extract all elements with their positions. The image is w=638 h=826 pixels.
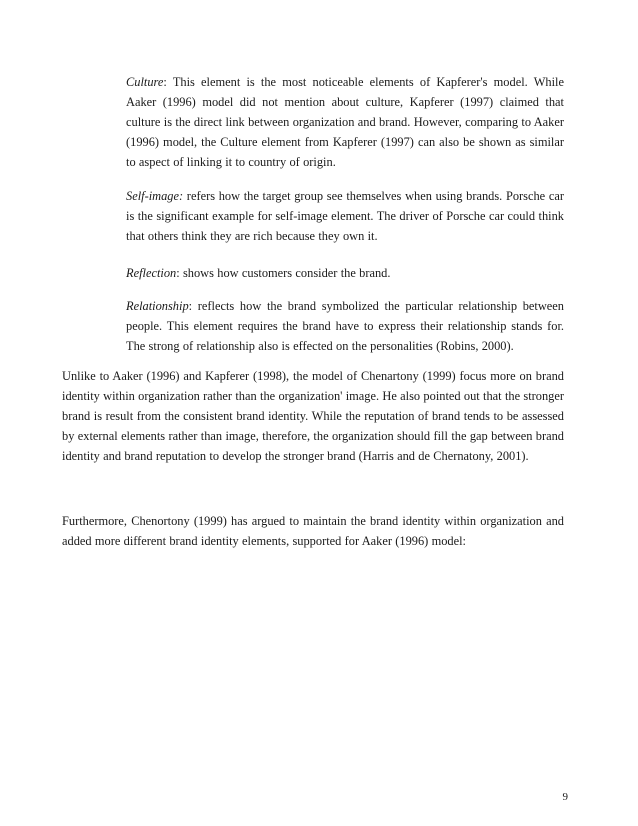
page-number: 9 xyxy=(562,791,568,803)
furthermore-paragraph xyxy=(62,511,564,551)
reflection-paragraph xyxy=(126,263,564,283)
chernatony-paragraph xyxy=(62,366,564,466)
relationship-paragraph xyxy=(126,296,564,356)
reflection-text: : shows how customers consider the brand. xyxy=(176,266,391,280)
self-image-text: refers how the target group see themselves when using brands. Porsche car is the significant example for self-image element. The driver of Porsche car could think that others think they are rich because they own it. xyxy=(126,189,564,243)
culture-term: Culture xyxy=(126,75,164,89)
reflection-term: Reflection xyxy=(126,266,177,280)
culture-text: : This element is the most noticeable elements of Kapferer's model. While Aaker (1996) model did not mention about culture, Kapferer (1997) claimed that culture is the direct link between organization and brand. However, comparing to Aaker (1996) model, the Culture element from Kapferer (1997) can also be shown as similar to aspect of linking it to country of origin. xyxy=(126,75,564,169)
self-image-paragraph xyxy=(126,186,564,246)
self-image-term: Self-image: xyxy=(126,189,184,203)
relationship-term: Relationship xyxy=(126,299,189,313)
culture-paragraph xyxy=(126,72,564,172)
chernatony-text: Unlike to Aaker (1996) and Kapferer (1998), the model of Chenartony (1999) focus more on brand identity within organization rather than the organization' image. He also pointed out that the stronger brand is result from the consistent brand identity. While the reputation of brand tends to be assessed by external elements rather than image, therefore, the organization should fill the gap between brand identity and brand reputation to develop the stronger brand (Harris and de Chernatony, 2001). xyxy=(62,369,564,463)
relationship-text: : reflects how the brand symbolized the particular relationship between people. This element requires the brand have to express their relationship stands for. The strong of relationship also is effected on the personalities (Robins, 2000). xyxy=(126,299,564,353)
furthermore-text: Furthermore, Chenortony (1999) has argued to maintain the brand identity within organization and added more different brand identity elements, supported for Aaker (1996) model: xyxy=(62,514,564,548)
